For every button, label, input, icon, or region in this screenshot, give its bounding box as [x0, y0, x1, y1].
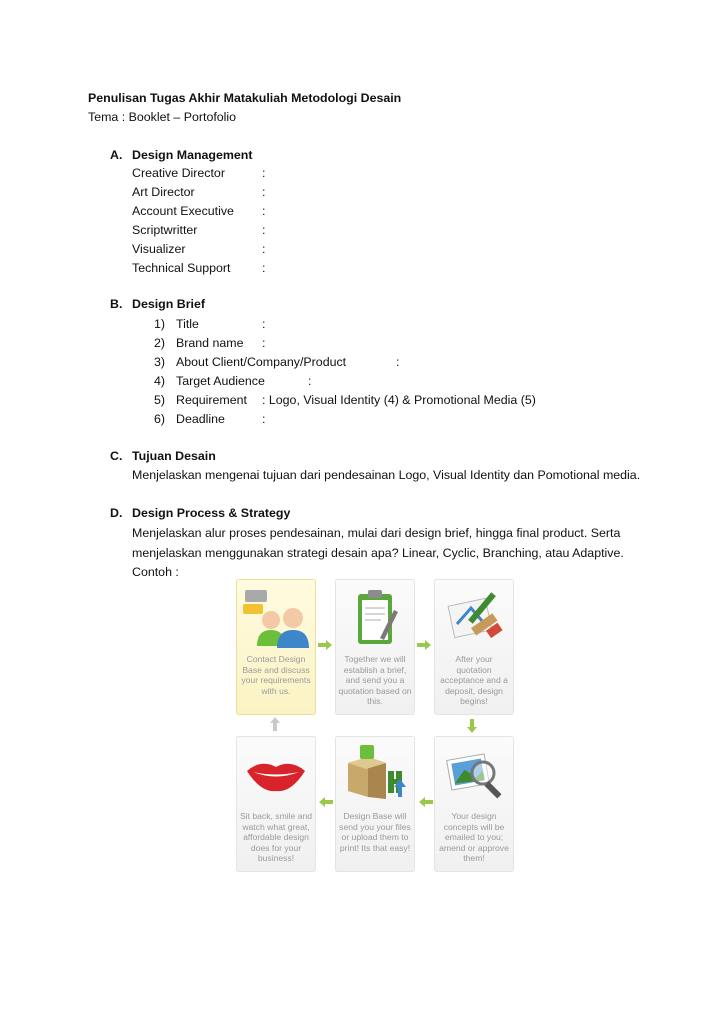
brief-item-value: : [396, 355, 400, 369]
role-separator: : [262, 223, 266, 237]
section-d-heading: Design Process & Strategy [132, 506, 291, 520]
section-d-line-3: Contoh : [132, 565, 179, 579]
brief-item-label: Brand name [176, 336, 244, 350]
role-separator: : [262, 185, 266, 199]
brief-item-number: 5) [154, 393, 166, 407]
brief-item-number: 4) [154, 374, 166, 388]
brief-item-number: 3) [154, 355, 166, 369]
process-step-text: After your quotation acceptance and a deposit, design begins! [440, 654, 508, 707]
section-a-heading: Design Management [132, 148, 253, 162]
section-c-body: Menjelaskan mengenai tujuan dari pendesainan Logo, Visual Identity dan Pomotional media. [132, 468, 641, 482]
brief-item-number: 6) [154, 412, 166, 426]
process-step-text: Design Base will send you your files or upload them to print! Its that easy! [339, 811, 411, 853]
brief-item-label: Requirement [176, 393, 247, 407]
brief-item-label: Title [176, 317, 199, 331]
role-separator: : [262, 261, 266, 275]
arrow-left-icon [419, 797, 433, 807]
section-c-marker: C. [110, 449, 123, 463]
brief-item-label: Deadline [176, 412, 225, 426]
arrow-up-icon [270, 717, 280, 731]
brief-item-label: Target Audience [176, 374, 265, 388]
design-management-role: Creative Director [132, 166, 225, 180]
brief-item-value: : [262, 336, 266, 350]
process-step-text: Together we will establish a brief, and send you a quotation based on this. [338, 654, 412, 707]
role-separator: : [262, 242, 266, 256]
design-management-role: Art Director [132, 185, 195, 199]
brief-item-number: 2) [154, 336, 166, 350]
lips-icon [237, 737, 315, 809]
process-step-smile [236, 736, 316, 872]
arrow-left-icon [319, 797, 333, 807]
arrow-right-icon [417, 640, 431, 650]
brief-item-value: : Logo, Visual Identity (4) & Promotional Media (5) [262, 393, 536, 407]
section-d-marker: D. [110, 506, 123, 520]
role-separator: : [262, 166, 266, 180]
process-step-text: Sit back, smile and watch what great, affordable design does for your business! [239, 811, 313, 864]
design-management-role: Technical Support [132, 261, 231, 275]
section-c-heading: Tujuan Desain [132, 449, 216, 463]
brief-item-number: 1) [154, 317, 166, 331]
delivery-box-icon [336, 737, 414, 809]
section-d-line-1: Menjelaskan alur proses pendesainan, mulai dari design brief, hingga final product. Serta [132, 526, 621, 540]
document-title: Penulisan Tugas Akhir Matakuliah Metodologi Desain [88, 91, 402, 105]
design-management-role: Scriptwritter [132, 223, 198, 237]
process-step-brief [335, 579, 415, 715]
brief-item-value: : [308, 374, 312, 388]
process-step-text: Your design concepts will be emailed to you; amend or approve them! [439, 811, 509, 864]
people-icon [237, 580, 315, 652]
clipboard-icon [336, 580, 414, 652]
document-theme: Tema : Booklet – Portofolio [88, 110, 237, 124]
process-step-text: Contact Design Base and discuss your requirements with us. [241, 654, 311, 696]
role-separator: : [262, 204, 266, 218]
arrow-right-icon [318, 640, 332, 650]
design-management-role: Visualizer [132, 242, 186, 256]
brief-item-label: About Client/Company/Product [176, 355, 347, 369]
process-step-contact [236, 579, 316, 715]
brief-item-value: : [262, 412, 266, 426]
arrow-down-icon [467, 719, 477, 733]
process-step-review [434, 736, 514, 872]
sketch-tools-icon [435, 580, 513, 652]
section-b-marker: B. [110, 297, 123, 311]
design-management-role: Account Executive [132, 204, 234, 218]
magnifier-photo-icon [435, 737, 513, 809]
process-step-design [434, 579, 514, 715]
section-b-heading: Design Brief [132, 297, 205, 311]
section-a-marker: A. [110, 148, 123, 162]
process-step-delivery [335, 736, 415, 872]
brief-item-value: : [262, 317, 266, 331]
section-d-line-2: menjelaskan menggunakan strategi desain apa? Linear, Cyclic, Branching, atau Adaptive. [132, 546, 624, 560]
